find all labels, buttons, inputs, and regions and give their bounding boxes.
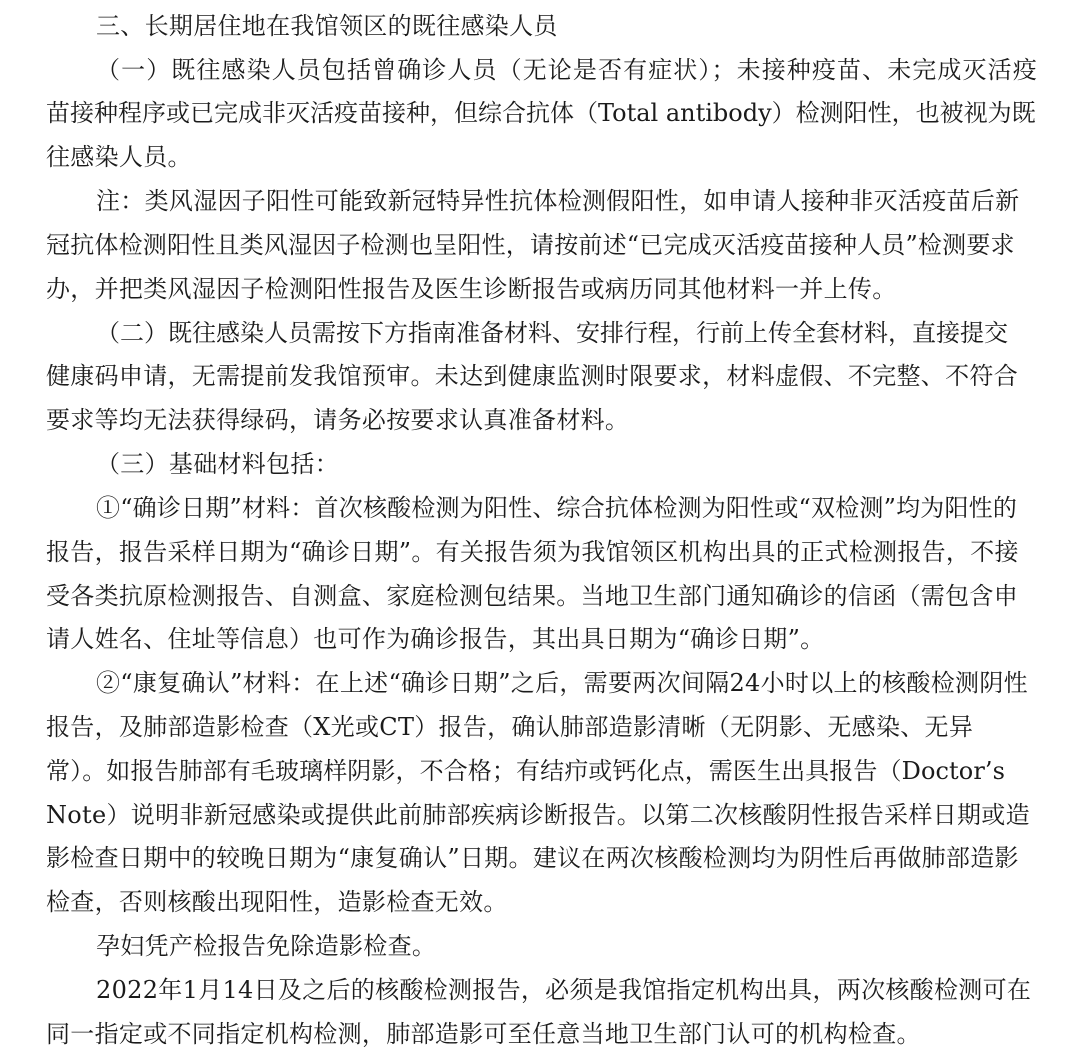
section-heading: 三、长期居住地在我馆领区的既往感染人员 [96,12,558,40]
paragraph-line: 往感染人员。 [46,143,192,171]
paragraph-line: 2022年1月14日及之后的核酸检测报告，必须是我馆指定机构出具，两次核酸检测可在 [96,976,1032,1004]
paragraph-line: Note）说明非新冠感染或提供此前肺部疾病诊断报告。以第二次核酸阴性报告采样日期或造 [46,801,1030,829]
paragraph-line: 健康码申请，无需提前发我馆预审。未达到健康监测时限要求，材料虚假、不完整、不符合 [46,362,1018,390]
paragraph-line: 请人姓名、住址等信息）也可作为确诊报告，其出具日期为“确诊日期”。 [46,625,825,653]
paragraph-line: 受各类抗原检测报告、自测盒、家庭检测包结果。当地卫生部门通知确诊的信函（需包含申 [46,582,1018,610]
paragraph-line: 影检查日期中的较晚日期为“康复确认”日期。建议在两次核酸检测均为阴性后再做肺部造影 [46,844,1019,872]
paragraph-line: 冠抗体检测阳性且类风湿因子检测也呈阳性，请按前述“已完成灭活疫苗接种人员”检测要求 [46,231,1015,259]
paragraph-line: 注：类风湿因子阳性可能致新冠特异性抗体检测假阳性，如申请人接种非灭活疫苗后新 [96,187,1020,215]
paragraph-line: 常）。如报告肺部有毛玻璃样阴影，不合格；有结疖或钙化点，需医生出具报告（Doctor’s [46,757,1006,785]
paragraph-line: 同一指定或不同指定机构检测，肺部造影可至任意当地卫生部门认可的机构检查。 [46,1020,921,1048]
paragraph-line: ②“康复确认”材料：在上述“确诊日期”之后，需要两次间隔24小时以上的核酸检测阴性 [96,669,1028,697]
paragraph-line: 要求等均无法获得绿码，请务必按要求认真准备材料。 [46,406,630,434]
paragraph-line: ①“确诊日期”材料：首次核酸检测为阳性、综合抗体检测为阳性或“双检测”均为阳性的 [96,494,1018,522]
paragraph-line: 办，并把类风湿因子检测阳性报告及医生诊断报告或病历同其他材料一并上传。 [46,275,897,303]
paragraph-line: 苗接种程序或已完成非灭活疫苗接种，但综合抗体（Total antibody）检测阳性，也被视为既 [46,99,1036,127]
paragraph-line: 报告，报告采样日期为“确诊日期”。有关报告须为我馆领区机构出具的正式检测报告，不接 [46,538,1019,566]
paragraph-line: （三）基础材料包括： [96,450,339,478]
paragraph-line: 孕妇凭产检报告免除造影检查。 [96,932,437,960]
paragraph-line: 报告，及肺部造影检查（X光或CT）报告，确认肺部造影清晰（无阴影、无感染、无异 [46,713,974,741]
paragraph-line: 检查，否则核酸出现阳性，造影检查无效。 [46,888,508,916]
paragraph-line: （二）既往感染人员需按下方指南准备材料、安排行程，行前上传全套材料，直接提交 [96,319,1008,347]
paragraph-line: （一）既往感染人员包括曾确诊人员（无论是否有症状）；未接种疫苗、未完成灭活疫 [96,56,1038,84]
